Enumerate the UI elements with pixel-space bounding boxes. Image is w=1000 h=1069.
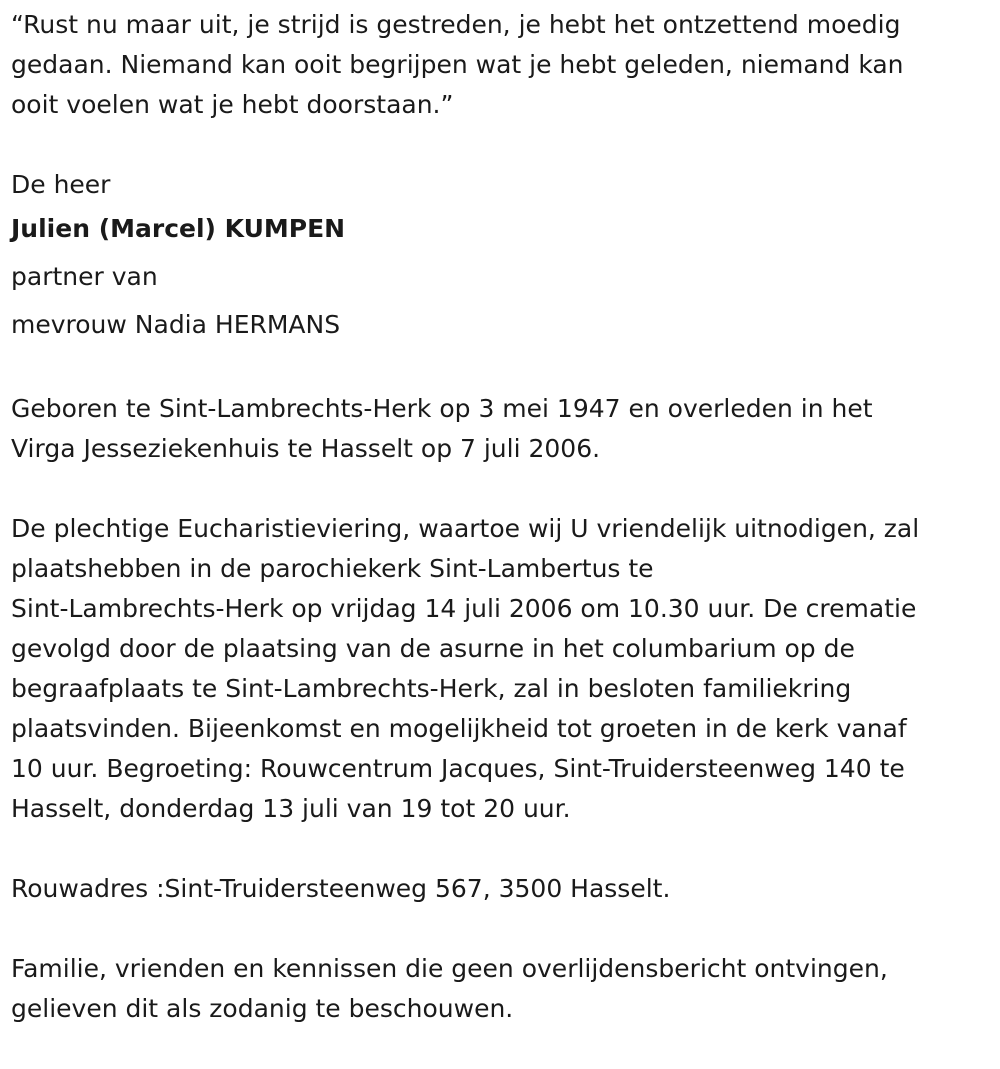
birth-death-paragraph [11,389,986,469]
ceremony-paragraph [11,509,986,829]
quote-line: gedaan. Niemand kan ooit begrijpen wat je hebt geleden, niemand kan [11,50,904,79]
ceremony-line: begraafplaats te Sint-Lambrechts-Herk, zal in besloten familiekring [11,674,852,703]
ceremony-line: plaatshebben in de parochiekerk Sint-Lambertus te [11,554,654,583]
deceased-title: De heer [11,170,111,199]
quote-line: “Rust nu maar uit, je strijd is gestreden, je hebt het ontzettend moedig [11,10,901,39]
closing-line: Familie, vrienden en kennissen die geen overlijdensbericht ontvingen, [11,954,888,983]
closing-line: gelieven dit als zodanig te beschouwen. [11,994,514,1023]
birth-death-line: Geboren te Sint-Lambrechts-Herk op 3 mei 1947 en overleden in het [11,394,873,423]
deceased-name: Julien (Marcel) KUMPEN [11,214,346,243]
ceremony-line: plaatsvinden. Bijeenkomst en mogelijkheid tot groeten in de kerk vanaf [11,714,907,743]
deceased-block [11,165,986,349]
partner-name: mevrouw Nadia HERMANS [11,310,341,339]
ceremony-line: Sint-Lambrechts-Herk op vrijdag 14 juli 2006 om 10.30 uur. De crematie [11,594,917,623]
address-paragraph [11,869,986,909]
quote-paragraph [11,5,986,125]
ceremony-line: Hasselt, donderdag 13 juli van 19 tot 20 uur. [11,794,571,823]
ceremony-line: De plechtige Eucharistieviering, waartoe wij U vriendelijk uitnodigen, zal [11,514,920,543]
closing-paragraph [11,949,986,1029]
deceased-relation: partner van [11,262,158,291]
obituary-notice [11,5,986,1069]
quote-line: ooit voelen wat je hebt doorstaan.” [11,90,454,119]
ceremony-line: 10 uur. Begroeting: Rouwcentrum Jacques, Sint-Truidersteenweg 140 te [11,754,905,783]
mourning-address: Rouwadres :Sint-Truidersteenweg 567, 3500 Hasselt. [11,874,671,903]
ceremony-line: gevolgd door de plaatsing van de asurne in het columbarium op de [11,634,855,663]
birth-death-line: Virga Jesseziekenhuis te Hasselt op 7 juli 2006. [11,434,601,463]
